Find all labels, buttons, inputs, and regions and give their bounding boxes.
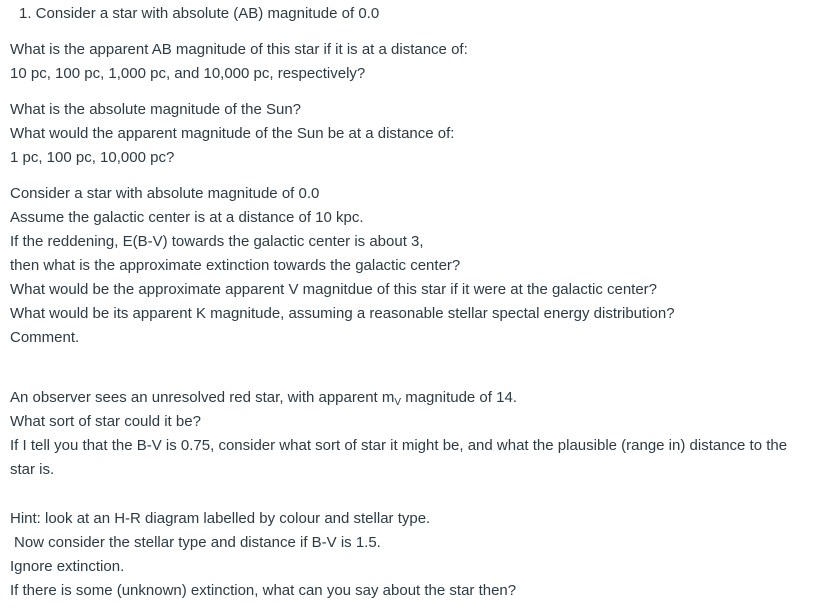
part-d-line-1-end: magnitude of 14. [401, 389, 517, 406]
part-e-line-3: Ignore extinction. [10, 558, 125, 575]
part-b-line-1: What is the absolute magnitude of the Sun? [10, 101, 302, 118]
part-c-line-6: What would be its apparent K magnitude, assuming a reasonable stellar spectal energy distribution? [10, 305, 675, 322]
part-e-line-4: If there is some (unknown) extinction, what can you say about the star then? [10, 582, 517, 599]
question-title: 1. Consider a star with absolute (AB) magnitude of 0.0 [19, 5, 380, 22]
part-c [10, 182, 810, 350]
part-a-line-2: 10 pc, 100 pc, 1,000 pc, and 10,000 pc, respectively? [10, 65, 366, 82]
part-d-line-3: If I tell you that the B-V is 0.75, consider what sort of star it might be, and what the plausible (range in) distance to the star is. [10, 437, 788, 478]
part-d-line-1 [10, 386, 810, 410]
part-a [10, 38, 810, 86]
part-e-line-1: Hint: look at an H-R diagram labelled by colour and stellar type. [10, 510, 431, 527]
part-c-line-7: Comment. [10, 329, 80, 346]
spacer [10, 350, 810, 386]
part-b [10, 98, 810, 170]
part-d [10, 386, 810, 482]
part-d-line-2: What sort of star could it be? [10, 413, 201, 430]
spacer [10, 86, 810, 98]
part-c-line-3: If the reddening, E(B-V) towards the galactic center is about 3, [10, 233, 424, 250]
question-document [10, 2, 810, 603]
part-e [10, 507, 810, 603]
part-b-line-3: 1 pc, 100 pc, 10,000 pc? [10, 149, 175, 166]
part-e-line-2: Now consider the stellar type and distance if B-V is 1.5. [14, 534, 381, 551]
part-b-line-2: What would the apparent magnitude of the Sun be at a distance of: [10, 125, 455, 142]
spacer [10, 482, 810, 507]
spacer [10, 26, 810, 38]
part-c-line-1: Consider a star with absolute magnitude of 0.0 [10, 185, 320, 202]
part-a-line-1: What is the apparent AB magnitude of this star if it is at a distance of: [10, 41, 468, 58]
part-d-line-1-start: An observer sees an unresolved red star, with apparent m [10, 389, 395, 406]
magnitude-subscript: V [394, 397, 402, 408]
part-c-line-5: What would be the approximate apparent V magnitdue of this star if it were at the galactic center? [10, 281, 658, 298]
part-c-line-4: then what is the approximate extinction towards the galactic center? [10, 257, 461, 274]
spacer [10, 170, 810, 182]
part-c-line-2: Assume the galactic center is at a distance of 10 kpc. [10, 209, 364, 226]
